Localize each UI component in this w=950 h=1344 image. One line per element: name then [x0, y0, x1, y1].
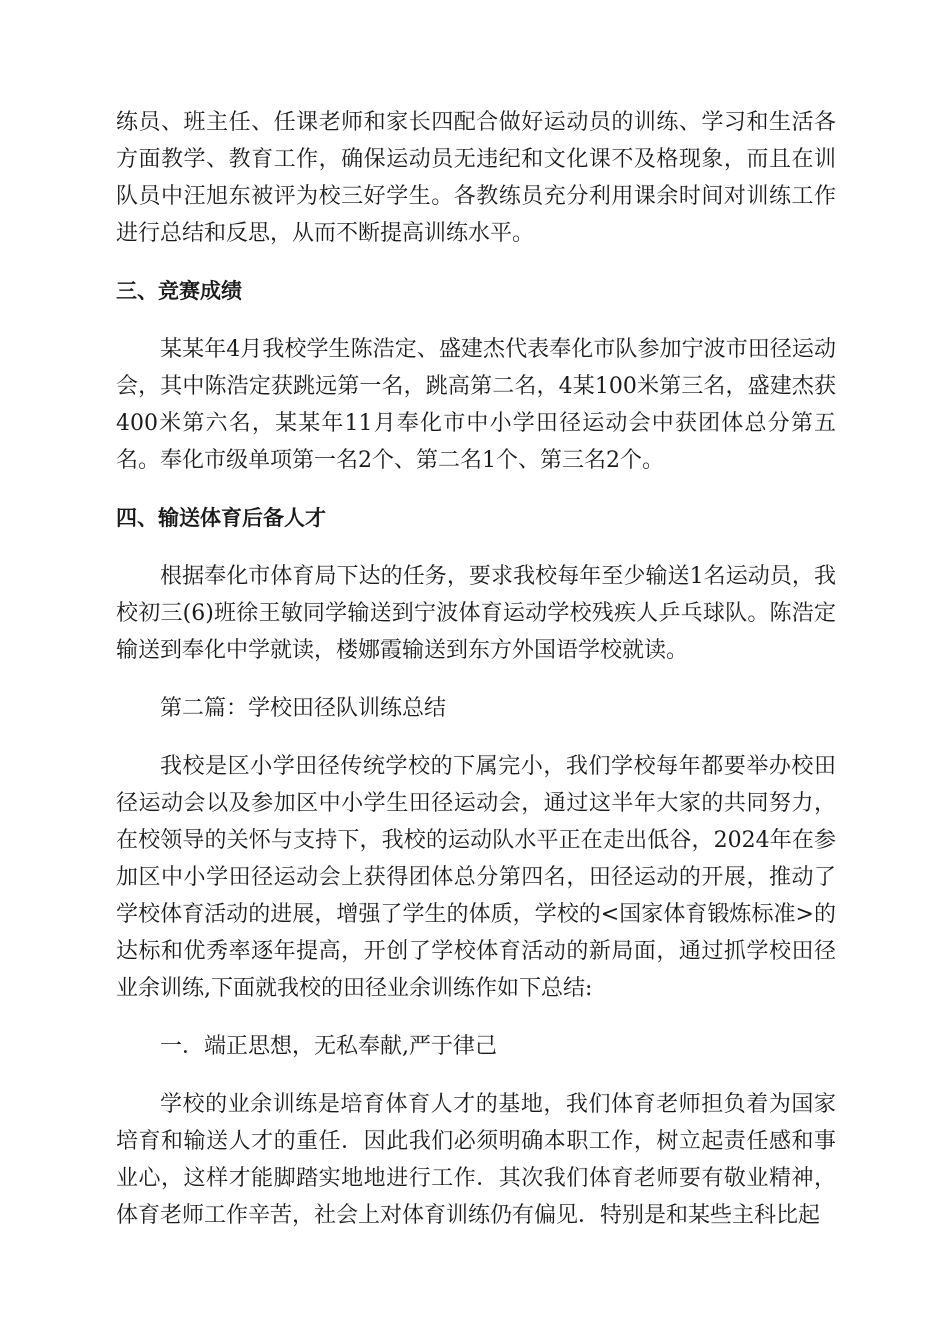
part-two-title: 第二篇：学校田径队训练总结 — [160, 696, 447, 721]
paragraph-continuation: 练员、班主任、任课老师和家长四配合做好运动员的训练、学习和生活各方面教学、教育工作，确保运动员无违纪和文化课不及格现象，而且在训队员中汪旭东被评为校三好学生。各教练员充分利用课余时间对训练工作进行总结和反思，从而不断提高训练水平。 — [116, 110, 836, 246]
paragraph-competition-results: 某某年4月我校学生陈浩定、盛建杰代表奉化市队参加宁波市田径运动会，其中陈浩定获跳远第一名，跳高第二名，4某100米第三名，盛建杰获400米第六名，某某年11月奉化市中小学田径运动会中获团体总分第五名。奉化市级单项第一名2个、第二名1个、第三名2个。 — [116, 337, 836, 473]
paragraph-talent-transfer: 根据奉化市体育局下达的任务，要求我校每年至少输送1名运动员，我校初三(6)班徐王敏同学输送到宁波体育运动学校残疾人乒乓球队。陈浩定输送到奉化中学就读，楼娜霞输送到东方外国语学校就读。 — [116, 564, 836, 663]
heading-talent-transfer: 四、输送体育后备人才 — [116, 506, 326, 530]
paragraph-part-two-intro: 我校是区小学田径传统学校的下属完小，我们学校每年都要举办校田径运动会以及参加区中小学生田径运动会，通过这半年大家的共同努力，在校领导的关怀与支持下，我校的运动队水平正在走出低谷，2024年在参加区中小学田径运动会上获得团体总分第四名，田径运动的开展，推动了学校体育活动的进展，增强了学生的体质，学校的<国家体育锻炼标准>的达标和优秀率逐年提高，开创了学校体育活动的新局面，通过抓学校田径业余训练,下面就我校的田径业余训练作如下总结: — [116, 754, 836, 1001]
document-page — [116, 104, 836, 1255]
paragraph-section-one-body: 学校的业余训练是培育体育人才的基地，我们体育老师担负着为国家培育和输送人才的重任．因此我们必须明确本职工作，树立起责任感和事业心，这样才能脚踏实地地进行工作．其次我们体育老师要有敬业精神，体育老师工作辛苦，社会上对体育训练仍有偏见．特别是和某些主科比起 — [116, 1092, 836, 1228]
section-one-title: 一．端正思想，无私奉献,严于律己 — [160, 1034, 497, 1059]
heading-competition-results: 三、竞赛成绩 — [116, 279, 242, 303]
